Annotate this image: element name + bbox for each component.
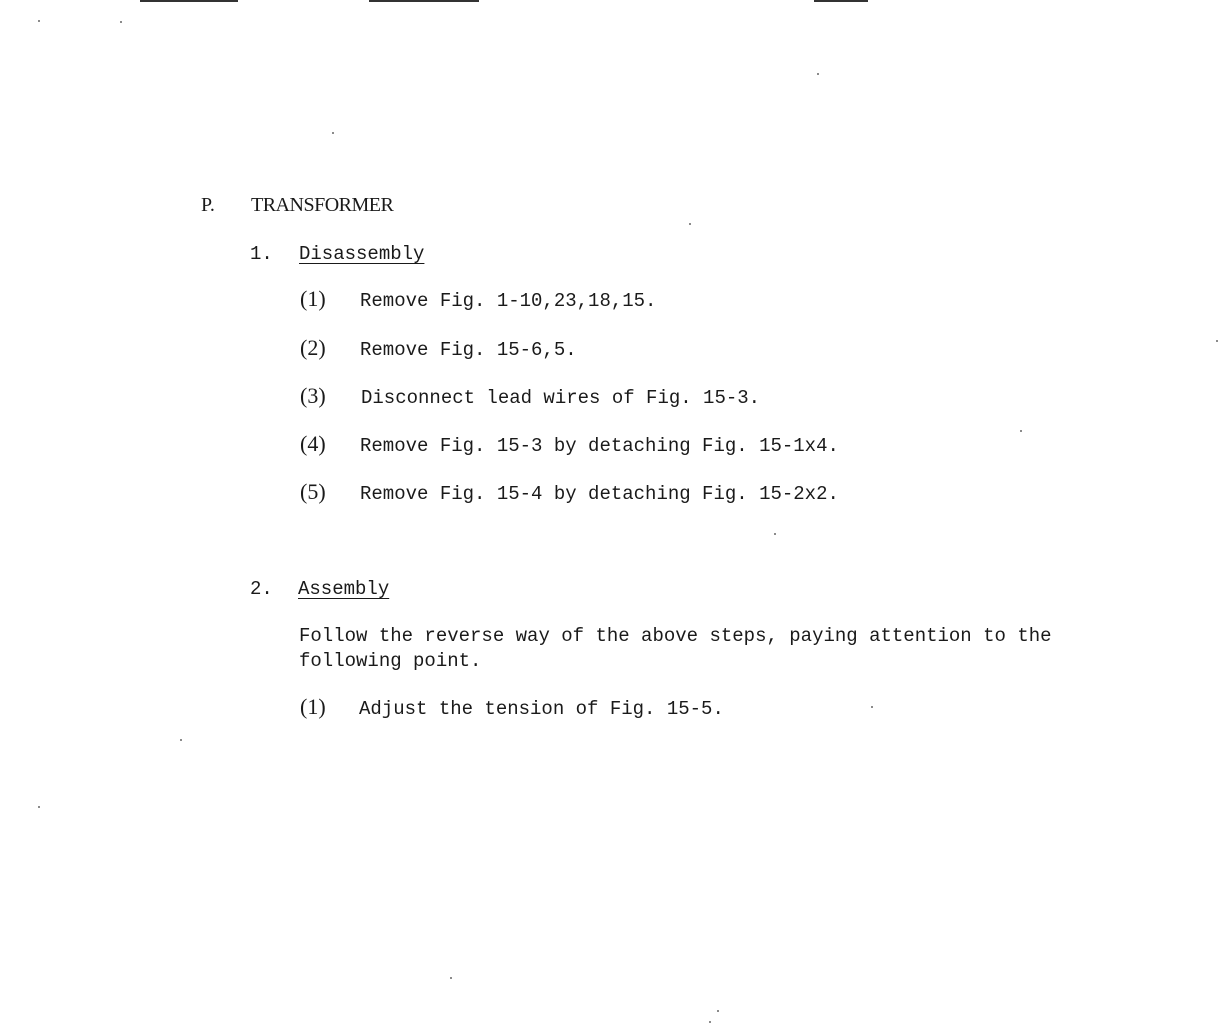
scan-rule-1 xyxy=(140,0,238,2)
step-number: (3) xyxy=(300,383,326,408)
section-title: TRANSFORMER xyxy=(251,194,394,216)
step-text: Remove Fig. 1-10,23,18,15. xyxy=(360,290,657,312)
step-number: (4) xyxy=(300,431,326,456)
step-text: Adjust the tension of Fig. 15-5. xyxy=(359,698,724,720)
step-text: Remove Fig. 15-3 by detaching Fig. 15-1x4. xyxy=(360,435,839,457)
assembly-intro-line1: Follow the reverse way of the above steps, paying attention to the xyxy=(299,625,1052,647)
disassembly-number: 1. xyxy=(250,243,273,265)
assembly-number: 2. xyxy=(250,578,273,600)
step-number: (1) xyxy=(300,694,326,719)
step-number: (1) xyxy=(300,286,326,311)
scan-speck xyxy=(774,533,776,535)
assembly-intro-line2: following point. xyxy=(299,650,482,672)
scan-speck xyxy=(120,21,122,23)
scan-speck xyxy=(180,739,182,741)
step-number: (2) xyxy=(300,335,326,360)
scan-rule-2 xyxy=(369,0,479,2)
scan-speck xyxy=(38,20,40,22)
scan-speck xyxy=(38,806,40,808)
scan-speck xyxy=(1216,340,1218,342)
step-text: Remove Fig. 15-4 by detaching Fig. 15-2x2. xyxy=(360,483,839,505)
step-text: Disconnect lead wires of Fig. 15-3. xyxy=(361,387,761,409)
scan-speck xyxy=(689,223,691,225)
section-letter: P. xyxy=(201,194,215,216)
scan-speck xyxy=(717,1010,719,1012)
scan-speck xyxy=(817,73,819,75)
step-number: (5) xyxy=(300,479,326,504)
step-text: Remove Fig. 15-6,5. xyxy=(360,339,577,361)
scan-speck xyxy=(450,977,452,979)
scan-rule-3 xyxy=(814,0,868,2)
scan-speck xyxy=(871,706,873,708)
scan-speck xyxy=(1020,430,1022,432)
scan-speck xyxy=(332,132,334,134)
scan-speck xyxy=(709,1021,711,1023)
disassembly-heading: Disassembly xyxy=(299,243,425,265)
assembly-heading: Assembly xyxy=(298,578,390,600)
